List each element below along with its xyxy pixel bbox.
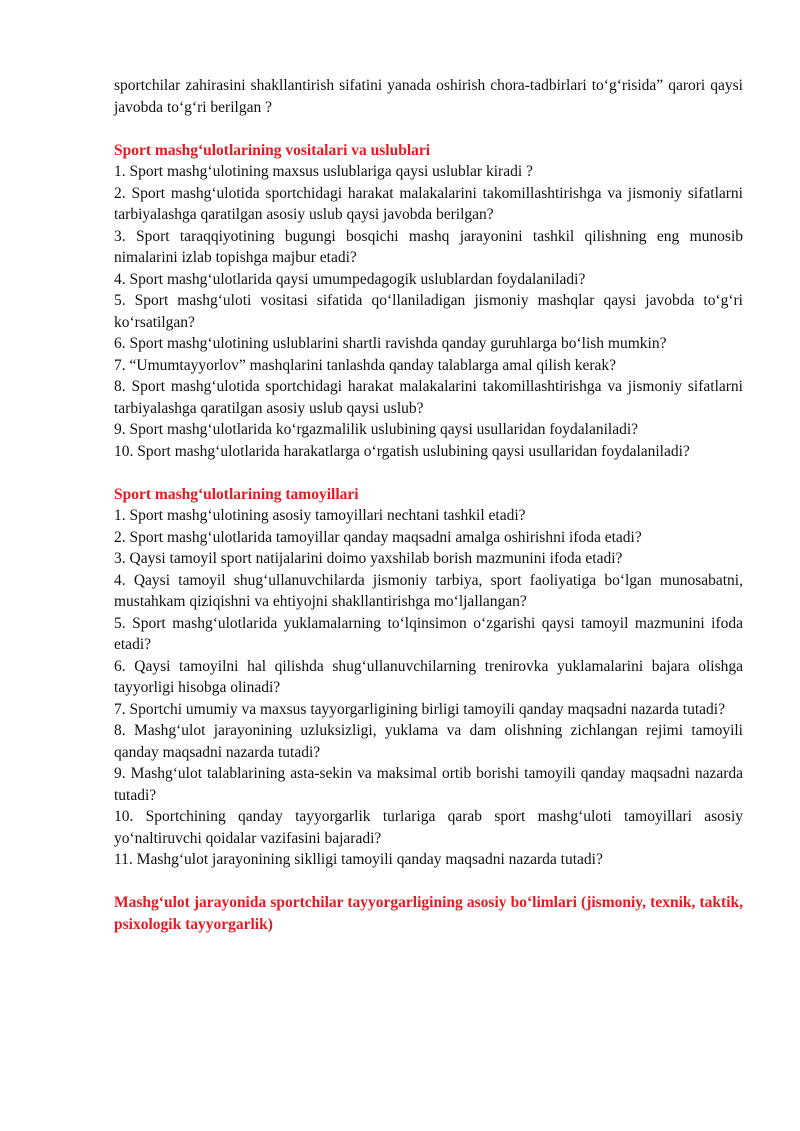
question-item: 1. Sport mashg‘ulotining maxsus uslublariga qaysi uslublar kiradi ? — [114, 163, 533, 180]
question-list-methods — [114, 161, 743, 462]
question-item: 6. Qaysi tamoyilni hal qilishda shug‘ullanuvchilarning trenirovka yuklamalarini bajara olishga tayyorligi hisobga olinadi? — [114, 657, 743, 696]
question-item: 8. Mashg‘ulot jarayonining uzluksizligi, yuklama va dam olishning zichlangan rejimi tamoyili qanday maqsadni nazarda tutadi? — [114, 722, 743, 761]
question-item: 7. Sportchi umumiy va maxsus tayyorgarligining birligi tamoyili qanday maqsadni nazarda tutadi? — [114, 700, 725, 718]
question-list-principles — [114, 505, 743, 871]
question-item: 9. Sport mashg‘ulotlarida ko‘rgazmalilik uslubining qaysi usullaridan foydalaniladi? — [114, 421, 639, 438]
section-heading-principles: Sport mashg‘ulotlarining tamoyillari — [114, 485, 359, 503]
intro-paragraph: sportchilar zahirasini shakllantirish sifatini yanada oshirish chora-tadbirlari to‘g‘risida” qarori qaysi javobda to‘g‘ri berilgan ? — [114, 77, 743, 116]
question-item: 2. Sport mashg‘ulotida sportchidagi harakat malakalarini takomillashtirishga va jismoniy sifatlarni tarbiyalashga qaratilgan asosiy uslub qaysi javobda berilgan? — [114, 184, 743, 223]
question-item: 4. Sport mashg‘ulotlarida qaysi umumpedagogik uslublardan foydalaniladi? — [114, 270, 586, 288]
question-item: 5. Sport mashg‘uloti vositasi sifatida qo‘llaniladigan jismoniy mashqlar qaysi javobda to‘g‘ri ko‘rsatilgan? — [114, 292, 743, 331]
section-heading-methods: Sport mashg‘ulotlarining vositalari va uslublari — [114, 141, 431, 159]
question-item: 4. Qaysi tamoyil shug‘ullanuvchilarda jismoniy tarbiya, sport faoliyatiga bo‘lgan munosabatni, mustahkam qiziqishni va ehtiyojni shakllantirishga mo‘ljallangan? — [114, 571, 743, 610]
question-item: 1. Sport mashg‘ulotining asosiy tamoyillari nechtani tashkil etadi? — [114, 507, 526, 524]
question-item: 7. “Umumtayyorlov” mashqlarini tanlashda qanday talablarga amal qilish kerak? — [114, 356, 617, 374]
question-item: 9. Mashg‘ulot talablarining asta-sekin va maksimal ortib borishi tamoyili qanday maqsadni nazarda tutadi? — [114, 765, 743, 804]
section-heading-training-parts: Mashg‘ulot jarayonida sportchilar tayyorgarligining asosiy bo‘limlari (jismoniy, texnik, taktik, psixologik tayyorgarlik) — [114, 894, 743, 933]
question-item: 6. Sport mashg‘ulotining uslublarini shartli ravishda qanday guruhlarga bo‘lish mumkin? — [114, 335, 667, 352]
question-item: 8. Sport mashg‘ulotida sportchidagi harakat malakalarini takomillashtirishga va jismoniy sifatlarni tarbiyalashga qaratilgan asosiy uslub qaysi uslub? — [114, 378, 743, 417]
question-item: 10. Sportchining qanday tayyorgarlik turlariga qarab sport mashg‘uloti tamoyillari asosiy yo‘naltiruvchi qoidalar vazifasini bajaradi? — [114, 808, 743, 847]
question-item: 3. Qaysi tamoyil sport natijalarini doimo yaxshilab borish mazmunini ifoda etadi? — [114, 550, 623, 567]
question-item: 11. Mashg‘ulot jarayonining siklligi tamoyili qanday maqsadni nazarda tutadi? — [114, 851, 603, 868]
question-item: 5. Sport mashg‘ulotlarida yuklamalarning to‘lqinsimon o‘zgarishi qaysi tamoyil mazmunini ifoda etadi? — [114, 614, 743, 653]
question-item: 10. Sport mashg‘ulotlarida harakatlarga o‘rgatish uslubining qaysi usullaridan foydalaniladi? — [114, 442, 690, 460]
question-item: 3. Sport taraqqiyotining bugungi bosqichi mashq jarayonini tashkil qilishning eng munosib nimalarini izlab topishga majbur etadi? — [114, 227, 743, 266]
question-item: 2. Sport mashg‘ulotlarida tamoyillar qanday maqsadni amalga oshirishni ifoda etadi? — [114, 528, 642, 546]
